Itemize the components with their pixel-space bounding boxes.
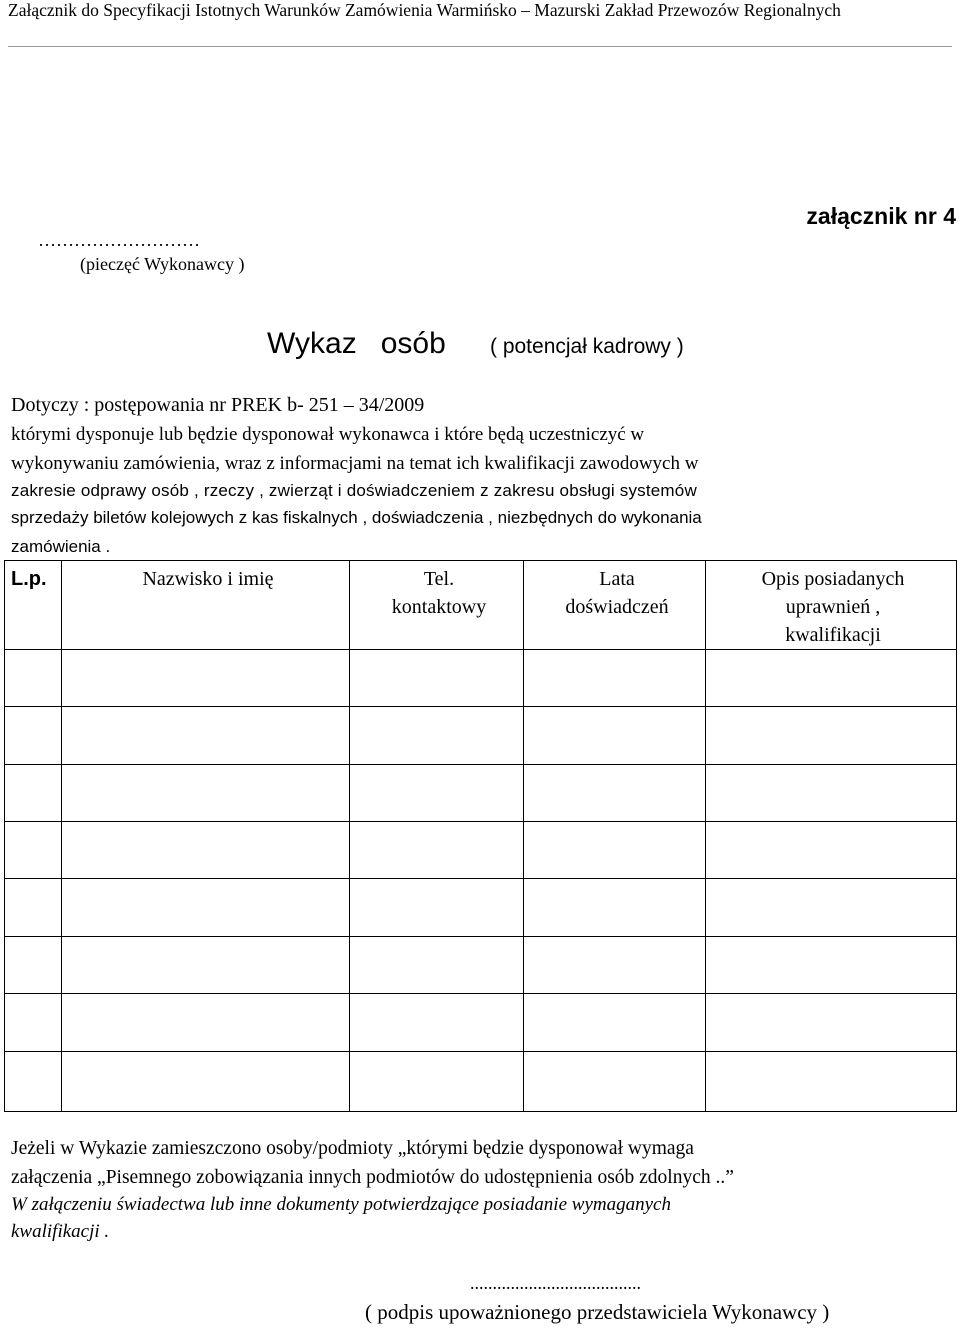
title-word-2: osób [380,327,446,360]
table-row-divider [5,706,956,707]
header-experience-line-1: Lata [599,568,635,590]
document-header: Załącznik do Specyfikacji Istotnych Warunków Zamówienia Warmińsko – Mazurski Zakład Przewozów Regionalnych [8,0,841,20]
stamp-dots: ……………………… [38,230,200,250]
header-qualifications [709,565,957,649]
footer-line-2: załączenia „Pisemnego zobowiązania innych podmiotów do udostępnienia osób zdolnych ..” [11,1167,734,1188]
header-divider [8,46,952,47]
intro-line-2: wykonywaniu zamówienia, wraz z informacjami na temat ich kwalifikacji zawodowych w [11,453,699,474]
header-name: Nazwisko i imię [142,568,274,590]
table-col-divider [61,561,62,1111]
table-row-divider [5,821,956,822]
table-col-divider [705,561,706,1111]
stamp-label: (pieczęć Wykonawcy ) [80,254,245,274]
table-row-divider [5,936,956,937]
table-row-divider [5,1051,956,1052]
header-qualifications-line-1: Opis posiadanych [761,568,905,590]
intro-line-5: zamówienia . [11,537,111,556]
table-row-divider [5,649,956,650]
footer-line-1: Jeżeli w Wykazie zamieszczono osoby/podmioty „którymi będzie dysponował wymaga [11,1138,694,1159]
table-col-divider [349,561,350,1111]
header-lp: L.p. [11,568,47,590]
header-qualifications-line-2: uprawnień , [785,596,881,618]
attachment-number: załącznik nr 4 [806,203,956,229]
personnel-table [4,560,957,1112]
page-subtitle: ( potencjał kadrowy ) [490,335,684,358]
header-qualifications-line-3: kwalifikacji [785,624,881,646]
footer-line-3: W załączeniu świadectwa lub inne dokumenty potwierdzające posiadanie wymaganych [11,1194,671,1215]
header-experience-years [527,565,707,621]
intro-line-1: którymi dysponuje lub będzie dysponował wykonawca i które będą uczestniczyć w [11,424,645,445]
signature-dots: ...................................... [470,1273,641,1293]
header-phone [353,565,525,621]
table-row-divider [5,993,956,994]
page-title [267,327,470,361]
title-word-1: Wykaz [267,327,357,360]
header-phone-line-2: kontaktowy [391,596,487,618]
header-experience-line-2: doświadczeń [565,596,669,618]
signature-label: ( podpis upoważnionego przedstawiciela Wykonawcy ) [365,1300,830,1324]
table-row-divider [5,764,956,765]
reference-line: Dotyczy : postępowania nr PREK b- 251 – 34/2009 [11,394,425,416]
table-col-divider [523,561,524,1111]
footer-line-4: kwalifikacji . [11,1221,110,1242]
intro-line-3: zakresie odprawy osób , rzeczy , zwierząt i doświadczeniem z zakresu obsługi systemów [11,481,697,500]
header-phone-line-1: Tel. [423,568,455,590]
table-row-divider [5,878,956,879]
intro-line-4: sprzedaży biletów kolejowych z kas fiskalnych , doświadczenia , niezbędnych do wykonania [11,508,702,527]
